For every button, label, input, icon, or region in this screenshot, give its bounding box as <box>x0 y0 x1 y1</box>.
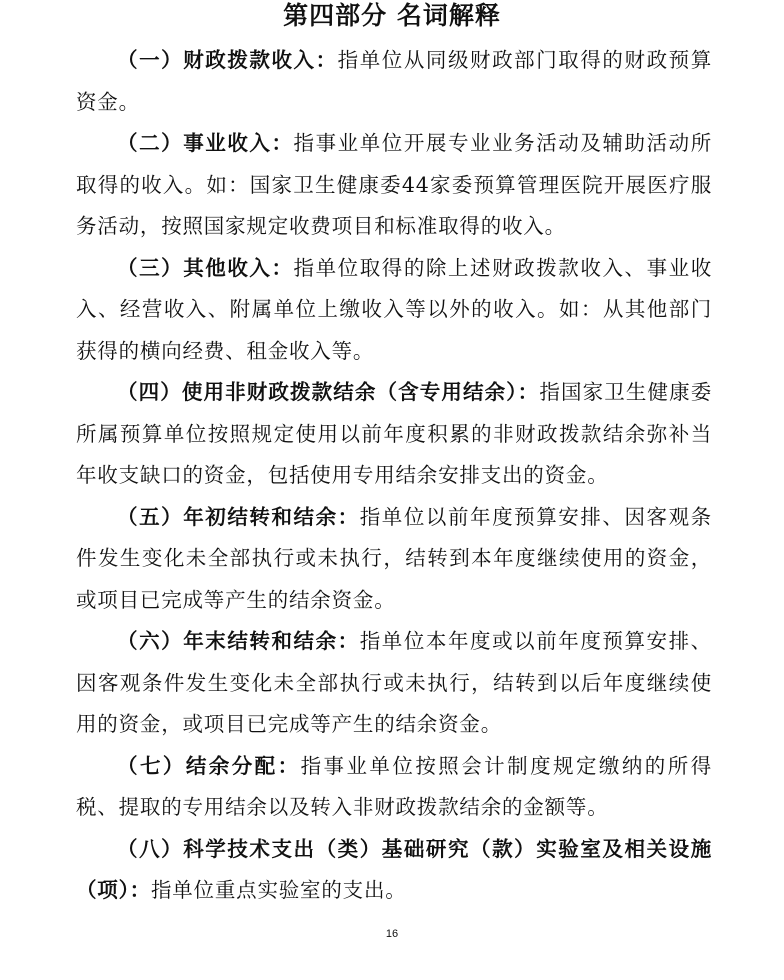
definition-item <box>76 746 712 829</box>
definition-term: （六）年末结转和结余： <box>117 629 360 653</box>
definition-item <box>76 497 712 622</box>
definition-term: （三）其他收入： <box>117 255 294 280</box>
definition-text: 指单位以前年度预算安排、因客观条件发生变化未全部执行或未执行，结转到本年度继续使用的资金，或项目已完成等产生的结余资金。 <box>76 504 712 612</box>
definition-item <box>76 40 712 123</box>
definitions-list <box>76 40 712 912</box>
definition-text: 指事业单位开展专业业务活动及辅助活动所取得的收入。如：国家卫生健康委44家委预算管理医院开展医疗服务活动，按照国家规定收费项目和标准取得的收入。 <box>76 131 713 238</box>
definition-item <box>76 621 712 746</box>
definition-item <box>76 372 712 497</box>
definition-text: 指单位本年度或以前年度预算安排、因客观条件发生变化未全部执行或未执行，结转到以后年度继续使用的资金，或项目已完成等产生的结余资金。 <box>76 629 712 736</box>
page-title: 第四部分 名词解释 <box>283 1 501 30</box>
definition-item <box>76 123 712 248</box>
definition-term: （八）科学技术支出（类）基础研究（款）实验室及相关设施（项）： <box>76 836 712 902</box>
definition-term: （二）事业收入： <box>117 131 294 155</box>
definition-term: （五）年初结转和结余： <box>117 504 360 529</box>
definition-text: 指国家卫生健康委所属预算单位按照规定使用以前年度积累的非财政拨款结余弥补当年收支缺口的资金，包括使用专用结余安排支出的资金。 <box>76 380 713 487</box>
definition-term: （一）财政拨款收入： <box>117 48 338 72</box>
page-number: 16 <box>385 928 399 940</box>
definition-item <box>76 248 712 373</box>
definition-text: 指单位重点实验室的支出。 <box>150 878 407 902</box>
definition-term: （七）结余分配： <box>117 753 301 778</box>
definition-text: 指单位从同级财政部门取得的财政预算资金。 <box>76 48 712 114</box>
definition-item <box>76 829 712 912</box>
definition-text: 指事业单位按照会计制度规定缴纳的所得税、提取的专用结余以及转入非财政拨款结余的金额等。 <box>76 753 712 819</box>
definition-text: 指单位取得的除上述财政拨款收入、事业收入、经营收入、附属单位上缴收入等以外的收入。如：从其他部门获得的横向经费、租金收入等。 <box>76 255 713 363</box>
definition-term: （四）使用非财政拨款结余（含专用结余）： <box>117 380 540 404</box>
